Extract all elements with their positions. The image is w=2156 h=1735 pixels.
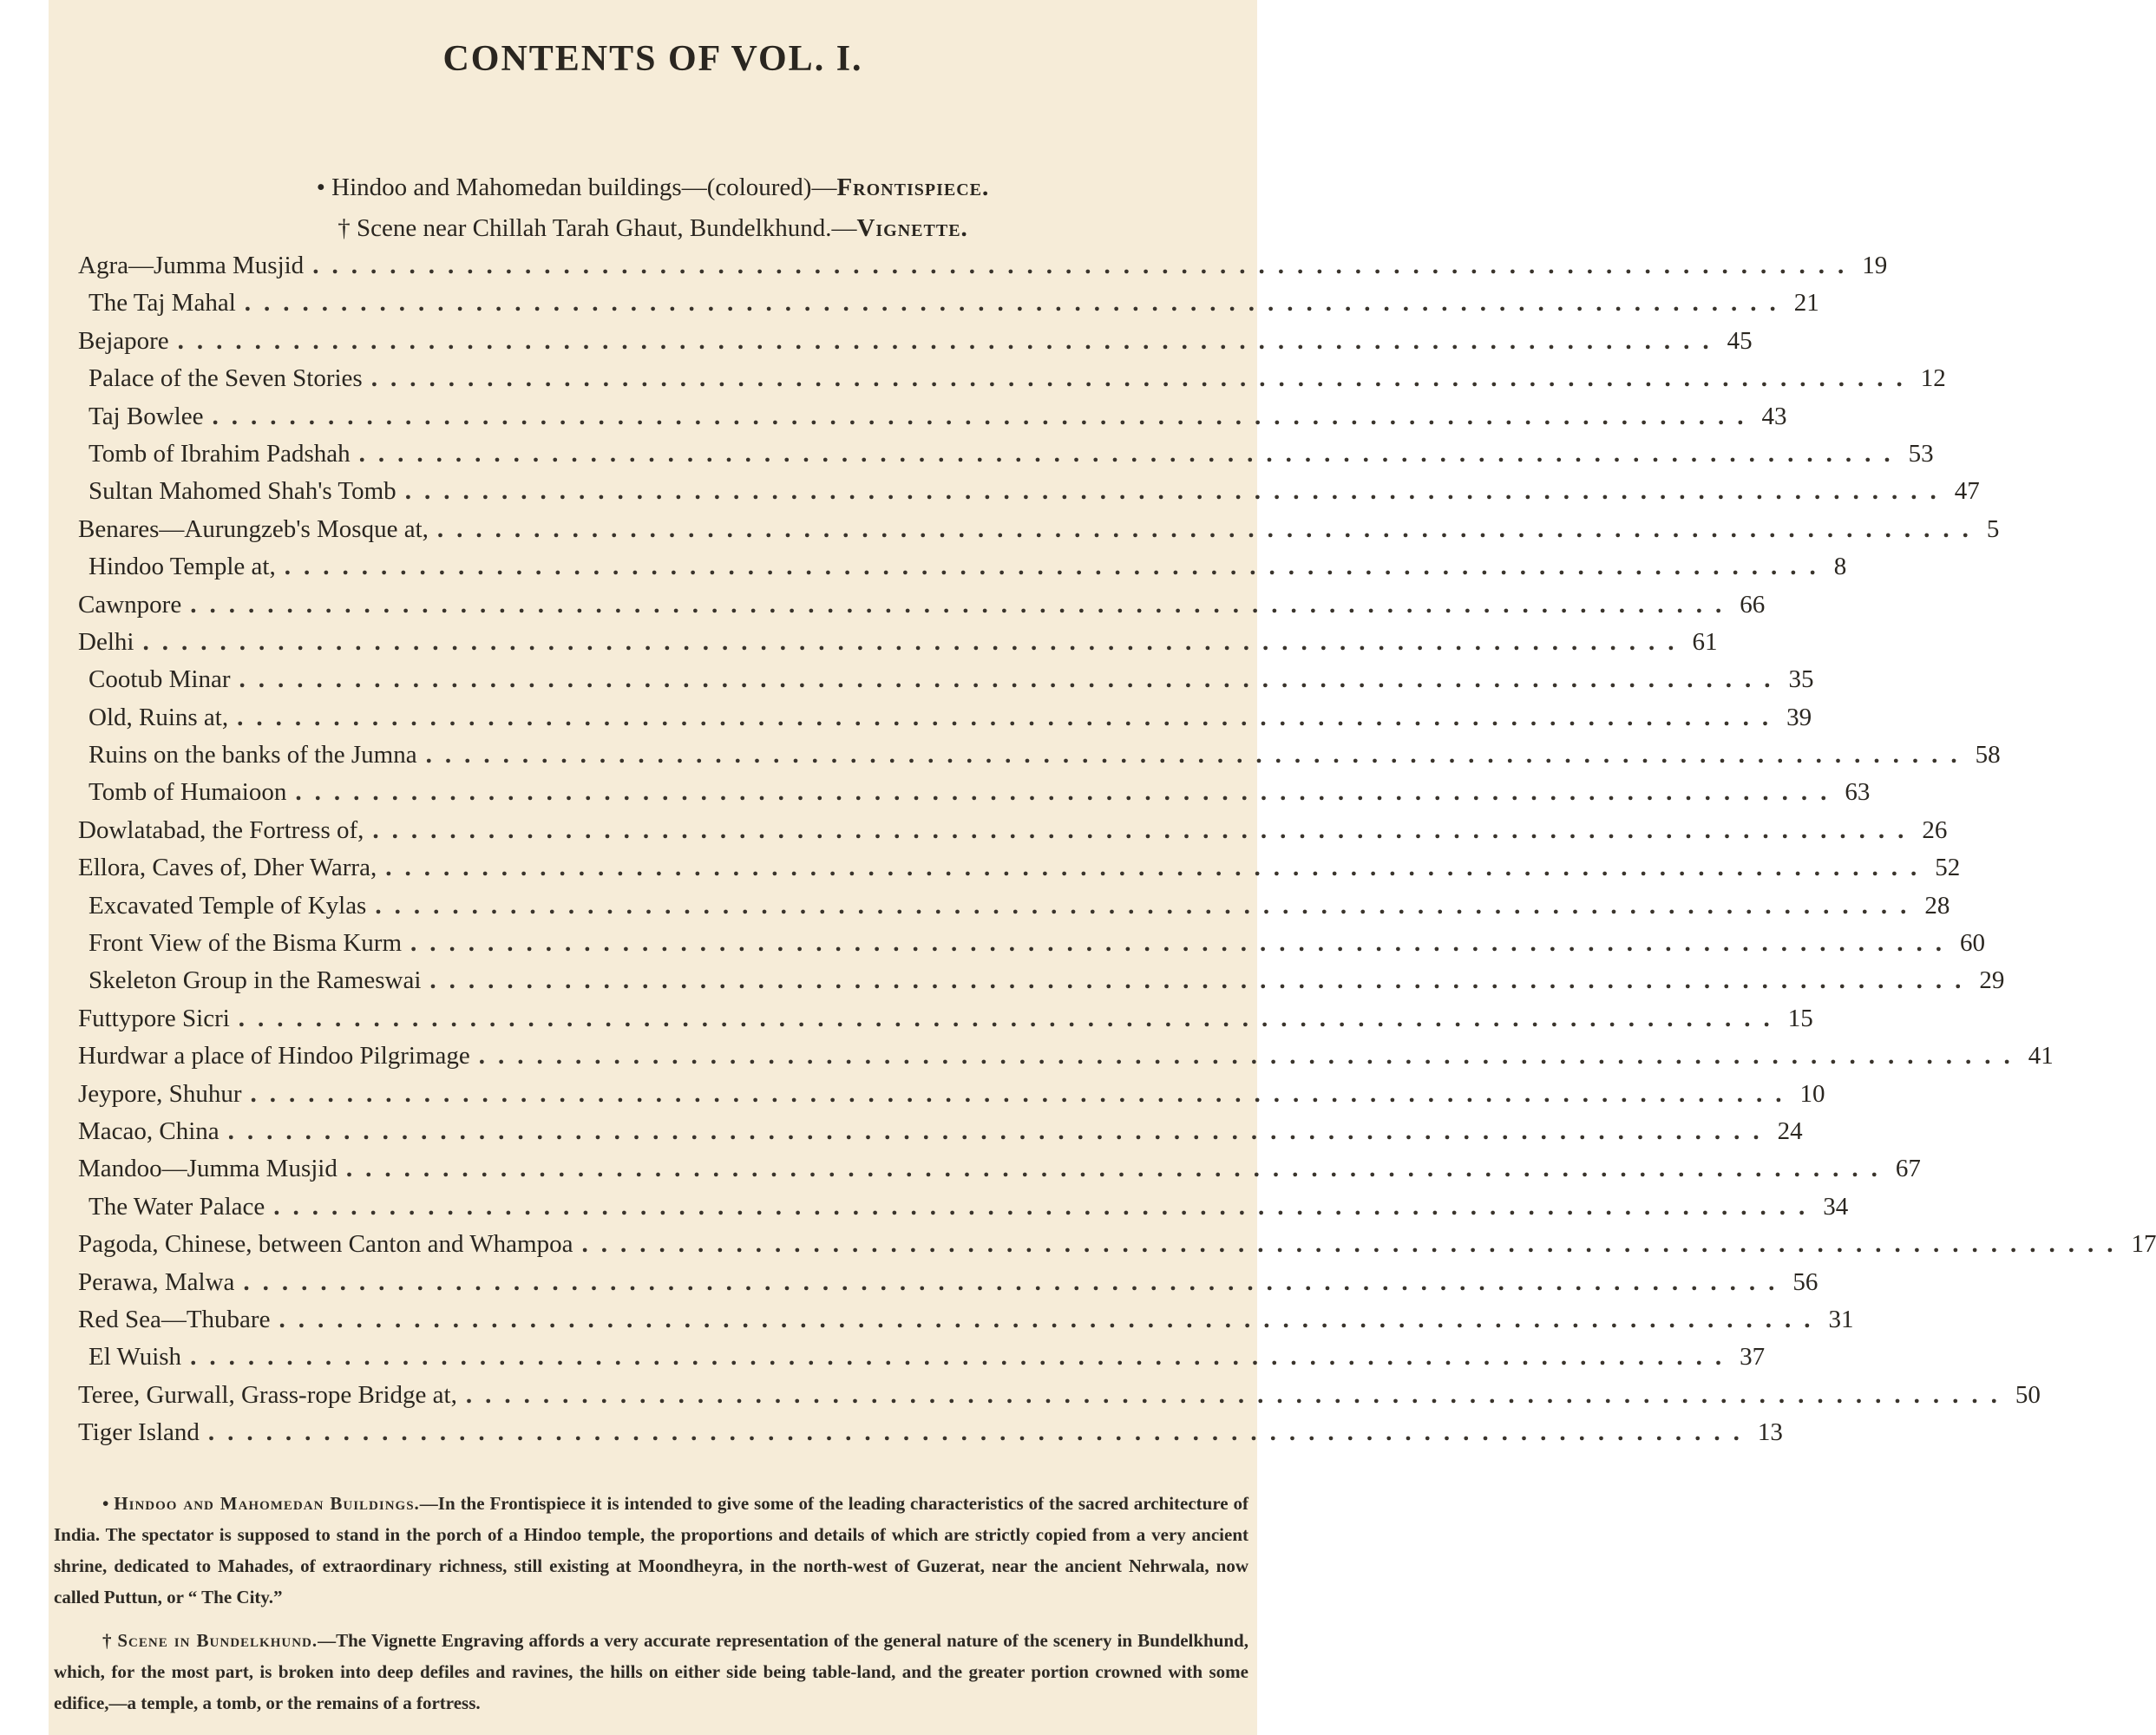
leader-dots: ................................................................................ [429, 966, 1975, 995]
toc-entry-title: Cootub Minar [88, 665, 231, 694]
toc-entry-page: 41 [2028, 1042, 2054, 1070]
toc-entry [78, 402, 1787, 440]
toc-entry-title: Red Sea—Thubare [78, 1305, 271, 1333]
toc-entry-page: 26 [1922, 815, 1948, 844]
toc-entry [78, 252, 1888, 289]
toc-entry-title: Tomb of Ibrahim Padshah [88, 439, 351, 468]
toc-entry [78, 1079, 1825, 1117]
toc-entry [78, 553, 1847, 590]
toc-entry-title: Cawnpore [78, 590, 182, 619]
toc-entry [78, 627, 1718, 665]
toc-entry [78, 289, 1819, 326]
toc-entry [78, 665, 1814, 703]
toc-entry-page: 21 [1793, 289, 1819, 318]
toc-entry [78, 1155, 1921, 1192]
leader-dots: ................................................................................ [358, 439, 1904, 468]
toc-entry-title: Mandoo—Jumma Musjid [78, 1155, 337, 1183]
toc-entry-page: 8 [1833, 553, 1847, 581]
toc-entry-page: 63 [1845, 778, 1871, 807]
toc-entry-title: Tiger Island [78, 1418, 200, 1447]
footnote-text: —The Vignette Engraving affords a very accurate representation of the general nature of the scenery in Bundelkhund, which, for the most part, is broken into deep defiles and ravines, the hills on either side being table-land, and the greater portion crowned with some edifice,—a temple, a tomb, or the remains of a fortress. [54, 1630, 1248, 1713]
page-title: CONTENTS OF VOL. I. [442, 39, 863, 79]
toc-entry [78, 1004, 1813, 1042]
toc-entry-title: Tomb of Humaioon [88, 778, 287, 807]
toc-entry-page: 10 [1799, 1079, 1825, 1108]
toc-entry-title: El Wuish [88, 1343, 182, 1372]
plate-label: Vignette. [856, 214, 968, 242]
toc-entry [78, 439, 1934, 477]
toc-entry-page: 31 [1828, 1305, 1854, 1333]
leader-dots: ................................................................................ [190, 1343, 1735, 1372]
toc-entry-page: 66 [1740, 590, 1766, 619]
toc-entry-page: 43 [1761, 402, 1787, 430]
leader-dots: ................................................................................ [372, 815, 1917, 844]
plate-text: Hindoo and Mahomedan buildings—(coloured)— [331, 174, 837, 201]
contents-list [78, 252, 2156, 1457]
footnote-text: —In the Frontispiece it is intended to give some of the leading characteristics of the sacred architecture of India. The spectator is supposed to stand in the porch of a Hindoo temple, the proportions and details of which are strictly copied from a very ancient shrine, dedicated to Mahades, of extraordinary richness, still existing at Moondheyra, in the north-west of Guzerat, near the ancient Nehrwala, now called Puttun, or “ The City.” [54, 1493, 1249, 1607]
toc-entry-page: 53 [1908, 439, 1934, 468]
leader-dots: ................................................................................ [312, 252, 1858, 279]
leader-dots: ................................................................................ [284, 553, 1829, 581]
toc-entry-page: 24 [1777, 1116, 1803, 1145]
toc-entry-title: Macao, China [78, 1116, 220, 1145]
toc-entry [78, 778, 1871, 815]
toc-entry-page: 67 [1895, 1155, 1921, 1183]
toc-entry-title: Ruins on the banks of the Jumna [88, 741, 417, 769]
leader-dots: ................................................................................ [243, 1267, 1788, 1296]
toc-entry-page: 17 [2131, 1230, 2156, 1259]
plate-label: Frontispiece. [836, 174, 990, 201]
toc-entry [78, 1192, 1849, 1230]
leader-dots: ................................................................................ [370, 364, 1916, 393]
leader-dots: ................................................................................ [237, 703, 1782, 731]
toc-entry-title: Teree, Gurwall, Grass-rope Bridge at, [78, 1380, 457, 1409]
toc-entry [78, 966, 2005, 1004]
document-page [49, 0, 2156, 1735]
footnote-vignette [54, 1625, 1248, 1719]
leader-dots: ................................................................................ [410, 929, 1955, 958]
footnotes [54, 1488, 1248, 1731]
toc-entry-title: Front View of the Bisma Kurm [88, 929, 402, 958]
toc-entry [78, 1267, 1819, 1306]
toc-entry-page: 39 [1786, 703, 1812, 731]
toc-entry-page: 60 [1960, 929, 1985, 958]
toc-entry [78, 1230, 2156, 1267]
footnote-frontispiece [54, 1488, 1248, 1613]
leader-dots: ................................................................................ [375, 891, 1920, 920]
toc-entry-title: Sultan Mahomed Shah's Tomb [88, 477, 396, 506]
toc-entry-page: 50 [2015, 1380, 2041, 1409]
leader-dots: ................................................................................ [239, 665, 1784, 694]
toc-entry-title: Palace of the Seven Stories [88, 364, 363, 393]
leader-dots: ................................................................................ [345, 1155, 1891, 1183]
toc-entry [78, 514, 2000, 553]
toc-entry [78, 1042, 2054, 1079]
toc-entry [78, 1116, 1803, 1155]
toc-entry-page: 28 [1924, 891, 1950, 920]
leader-dots: ................................................................................ [142, 627, 1687, 656]
toc-entry-page: 34 [1823, 1192, 1849, 1221]
toc-entry-page: 45 [1727, 326, 1753, 355]
toc-entry [78, 815, 1948, 854]
footnote-marker: • [102, 1493, 109, 1514]
footnote-heading: Hindoo and Mahomedan Buildings. [114, 1493, 420, 1514]
leader-dots: ................................................................................ [227, 1116, 1773, 1145]
toc-entry-title: Skeleton Group in the Rameswai [88, 966, 422, 995]
toc-entry-page: 35 [1788, 665, 1814, 694]
toc-entry-page: 13 [1757, 1418, 1783, 1447]
toc-entry-page: 37 [1740, 1343, 1766, 1372]
footnote-heading: Scene in Bundelkhund. [117, 1630, 318, 1651]
leader-dots: ................................................................................ [279, 1305, 1824, 1333]
toc-entry-page: 29 [1979, 966, 2005, 995]
leader-dots: ................................................................................ [478, 1042, 2023, 1070]
toc-entry-page: 56 [1792, 1267, 1819, 1296]
plate-marker: • [316, 174, 325, 201]
toc-entry-title: Futtypore Sicri [78, 1004, 230, 1032]
plate-marker: † [337, 214, 351, 242]
toc-entry-page: 58 [1975, 741, 2001, 769]
toc-entry-page: 52 [1935, 854, 1961, 882]
leader-dots: ................................................................................ [385, 854, 1930, 882]
toc-entry [78, 1305, 1854, 1343]
toc-entry [78, 326, 1753, 364]
toc-entry-title: Perawa, Malwa [78, 1267, 235, 1296]
toc-entry [78, 590, 1766, 628]
leader-dots: ................................................................................ [273, 1192, 1819, 1221]
toc-entry-page: 15 [1787, 1004, 1813, 1032]
toc-entry [78, 703, 1812, 741]
toc-entry-title: Old, Ruins at, [88, 703, 229, 731]
leader-dots: ................................................................................ [238, 1004, 1783, 1032]
toc-entry-title: Bejapore [78, 326, 169, 355]
toc-entry [78, 1418, 1783, 1456]
toc-entry-title: Hurdwar a place of Hindoo Pilgrimage [78, 1042, 470, 1070]
toc-entry [78, 1380, 2041, 1418]
toc-entry [78, 741, 2001, 778]
toc-entry-page: 47 [1954, 477, 1980, 506]
toc-entry-page: 5 [1986, 514, 2000, 543]
leader-dots: ................................................................................ [212, 402, 1757, 430]
toc-entry [78, 364, 1946, 402]
leader-dots: ................................................................................ [190, 590, 1735, 619]
plate-text: Scene near Chillah Tarah Ghaut, Bundelkhund.— [356, 214, 857, 242]
toc-entry-title: Jeypore, Shuhur [78, 1079, 242, 1108]
toc-entry [78, 854, 1961, 891]
toc-entry-title: Ellora, Caves of, Dher Warra, [78, 854, 377, 882]
leader-dots: ................................................................................ [436, 514, 1982, 543]
leader-dots: ................................................................................ [425, 741, 1970, 769]
leader-dots: ................................................................................ [177, 326, 1722, 355]
toc-entry-page: 12 [1920, 364, 1946, 393]
leader-dots: ................................................................................ [465, 1380, 2010, 1409]
leader-dots: ................................................................................ [207, 1418, 1753, 1447]
toc-entry-title: Excavated Temple of Kylas [88, 891, 367, 920]
toc-entry [78, 477, 1980, 514]
leader-dots: ................................................................................ [244, 289, 1789, 318]
plate-frontispiece [49, 174, 1257, 202]
plate-vignette [49, 214, 1257, 243]
toc-entry-title: Agra—Jumma Musjid [78, 252, 305, 279]
toc-entry-title: The Taj Mahal [88, 289, 236, 318]
toc-entry-title: Pagoda, Chinese, between Canton and Whampoa [78, 1230, 573, 1259]
toc-entry-page: 61 [1692, 627, 1718, 656]
toc-entry-page: 19 [1862, 252, 1888, 279]
leader-dots: ................................................................................ [581, 1230, 2127, 1259]
leader-dots: ................................................................................ [404, 477, 1950, 506]
leader-dots: ................................................................................ [295, 778, 1840, 807]
toc-entry-title: Hindoo Temple at, [88, 553, 276, 581]
toc-entry-title: Taj Bowlee [88, 402, 204, 430]
toc-entry-title: Dowlatabad, the Fortress of, [78, 815, 364, 844]
leader-dots: ................................................................................ [250, 1079, 1795, 1108]
footnote-marker: † [102, 1630, 113, 1651]
toc-entry [78, 929, 1985, 966]
toc-entry-title: The Water Palace [88, 1192, 265, 1221]
toc-entry-title: Delhi [78, 627, 134, 656]
toc-entry [78, 1343, 1766, 1380]
toc-entry-title: Benares—Aurungzeb's Mosque at, [78, 514, 429, 543]
toc-entry [78, 891, 1950, 929]
